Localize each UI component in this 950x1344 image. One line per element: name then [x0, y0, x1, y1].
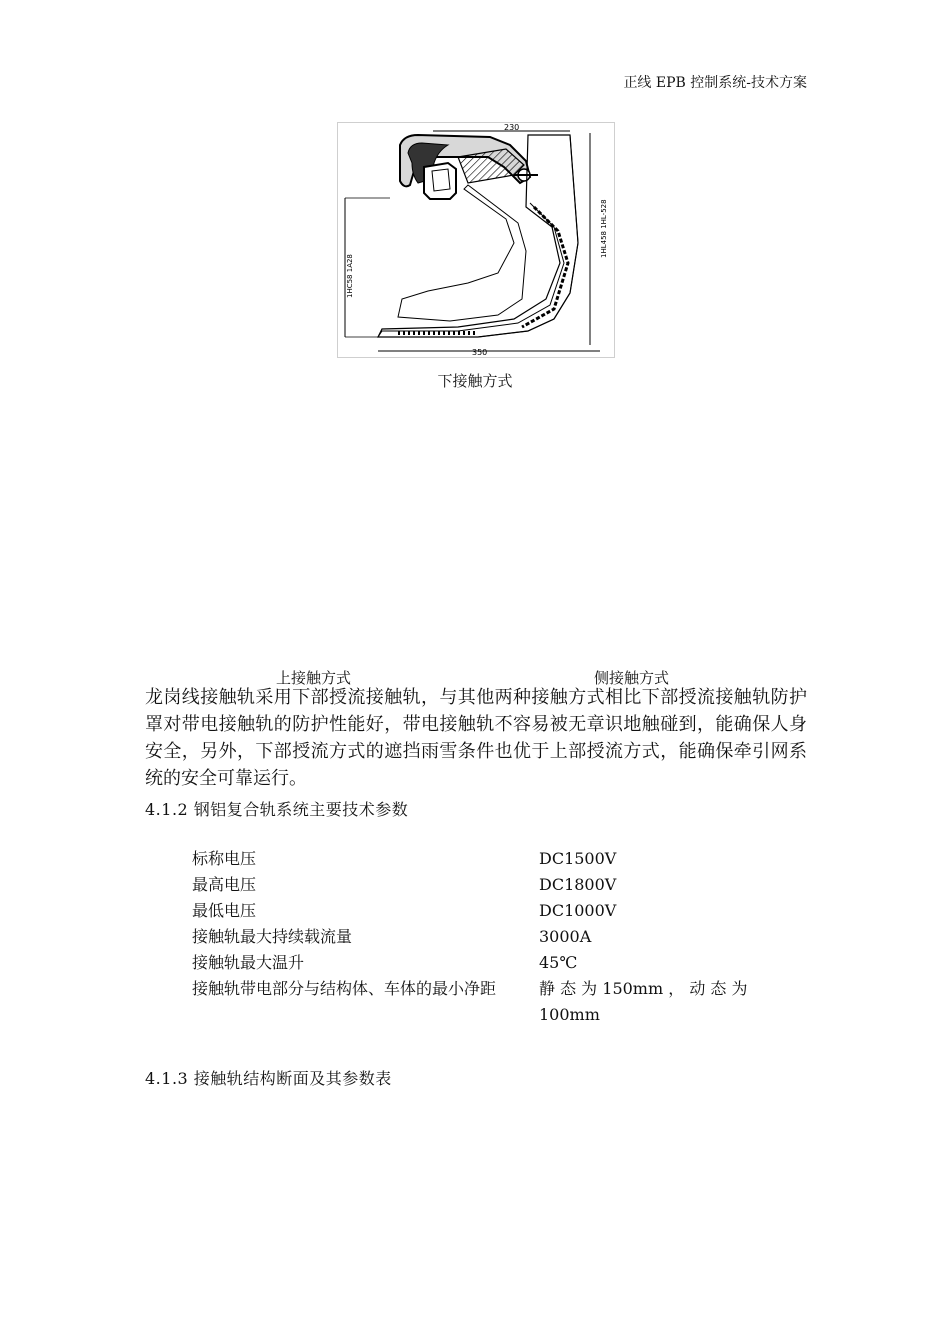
dim-label-left: 1HC58 1A28: [346, 254, 354, 298]
contact-rail-diagram: [337, 122, 615, 358]
param-value: DC1800V: [539, 875, 617, 894]
param-value: DC1000V: [539, 901, 617, 920]
collector-shoe: [398, 185, 526, 321]
param-value: 3000A: [539, 927, 592, 946]
param-name: 接触轨最大持续载流量: [192, 927, 353, 946]
contact-rail: [424, 163, 456, 199]
caption-top-contact: 上接触方式: [276, 669, 352, 687]
caption-bottom-contact: 下接触方式: [437, 372, 513, 390]
dim-label-top: 230: [504, 123, 520, 132]
body-paragraph: 龙岗线接触轨采用下部授流接触轨，与其他两种接触方式相比下部授流接触轨防护罩对带电接触轨的防护性能好，带电接触轨不容易被无章识地触碰到，能确保人身安全，另外，下部授流方式的遮挡雨雪条件也优于上部授流方式，能确保牵引网系统的安全可靠运行。: [145, 687, 807, 789]
param-name: 接触轨最大温升: [192, 953, 305, 972]
param-value: 45℃: [539, 953, 578, 972]
section-heading-4-1-3: 4.1.3 接触轨结构断面及其参数表: [145, 1069, 392, 1088]
param-name: 标称电压: [192, 849, 257, 868]
param-name: 最高电压: [192, 875, 257, 894]
dim-label-right: 1HL458 1HL-528: [600, 199, 608, 258]
section-heading-4-1-2: 4.1.2 钢铝复合轨系统主要技术参数: [145, 800, 409, 819]
param-name: 接触轨带电部分与结构体、车体的最小净距: [192, 979, 497, 998]
param-value: DC1500V: [539, 849, 617, 868]
page-header: 正线 EPB 控制系统-技术方案: [623, 75, 807, 91]
caption-side-contact: 侧接触方式: [594, 669, 670, 687]
param-value: 静 态 为 150mm ， 动 态 为 100mm: [539, 979, 748, 1024]
dim-label-bottom: 350: [472, 348, 488, 357]
param-name: 最低电压: [192, 901, 257, 920]
